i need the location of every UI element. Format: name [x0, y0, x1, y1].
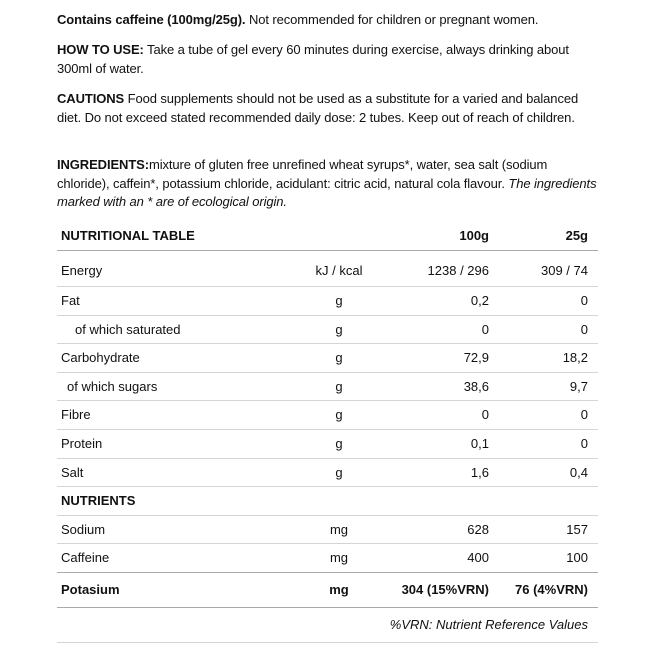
- row-name: Carbohydrate: [61, 350, 140, 366]
- ingredients-note: The ingredients marked with an * are of ecological origin.: [57, 175, 597, 209]
- row-value-25g: 100: [566, 550, 588, 566]
- ingredients-text: mixture of gluten free unrefined wheat syrups*, water, sea salt (sodium chloride), caffein*, potassium chloride, acidulant: citric acid, natural cola flavour.: [57, 157, 548, 191]
- table-row: [57, 344, 598, 373]
- row-name: Salt: [61, 464, 84, 480]
- row-name: Potasium: [61, 581, 120, 597]
- row-name: Fat: [61, 293, 80, 308]
- row-value-25g: 0,4: [569, 464, 588, 480]
- row-value-25g: 0: [580, 407, 588, 423]
- table-row: [57, 251, 598, 287]
- row-value-25g: 309 / 74: [541, 263, 588, 278]
- table-row: [57, 459, 598, 488]
- row-value-100g: 0,2: [470, 293, 489, 308]
- table-row: [57, 430, 598, 459]
- row-value-100g: 0: [481, 321, 489, 337]
- column-header-25g: 25g: [565, 228, 588, 243]
- row-name: of which sugars: [67, 378, 158, 394]
- vrn-footnote: %VRN: Nutrient Reference Values: [389, 616, 588, 632]
- table-footnote-row: [57, 608, 598, 643]
- row-unit: g: [335, 321, 343, 337]
- row-unit: g: [335, 464, 343, 480]
- row-unit: mg: [329, 550, 349, 566]
- row-value-25g: 18,2: [562, 350, 588, 366]
- row-value-100g: 0: [481, 407, 489, 423]
- table-row: [57, 516, 598, 545]
- how-to-use: [57, 41, 597, 78]
- row-value-25g: 157: [566, 521, 588, 537]
- row-unit: kJ / kcal: [315, 263, 363, 278]
- caffeine-note: [57, 11, 597, 30]
- table-row: [57, 373, 598, 402]
- row-value-25g: 0: [580, 435, 588, 451]
- ingredients-label: INGREDIENTS:: [57, 157, 149, 172]
- cautions: [57, 90, 597, 127]
- row-unit: mg: [329, 521, 349, 537]
- row-value-25g: 0: [580, 321, 588, 337]
- row-value-100g: 400: [467, 550, 489, 566]
- row-name: of which saturated: [75, 321, 181, 337]
- row-name: Energy: [61, 263, 103, 278]
- table-row: [57, 401, 598, 430]
- nutrients-section-header: [57, 487, 598, 516]
- caffeine-note-text: Not recommended for children or pregnant women.: [245, 12, 539, 27]
- table-title: NUTRITIONAL TABLE: [61, 228, 195, 243]
- row-value-100g: 1,6: [470, 464, 489, 480]
- row-value-100g: 38,6: [463, 378, 489, 394]
- row-unit: g: [335, 435, 343, 451]
- row-name: Fibre: [61, 407, 91, 423]
- column-header-100g: 100g: [459, 228, 489, 243]
- table-header: [57, 222, 598, 251]
- row-unit: g: [335, 378, 343, 394]
- how-to-use-text: Take a tube of gel every 60 minutes during exercise, always drinking about 300ml of water.: [57, 42, 569, 76]
- table-row: [57, 287, 598, 316]
- row-name: Sodium: [61, 521, 106, 537]
- row-value-100g: 628: [467, 521, 489, 537]
- cautions-text: Food supplements should not be used as a substitute for a varied and balanced diet. Do not exceed stated recommended daily dose: 2 tubes. Keep out of reach of children.: [57, 91, 579, 125]
- row-value-25g: 0: [580, 293, 588, 308]
- row-unit: g: [335, 407, 343, 423]
- row-value-100g: 72,9: [463, 350, 489, 366]
- row-value-100g: 1238 / 296: [427, 263, 489, 278]
- nutritional-table: [57, 222, 598, 643]
- row-value-25g: 9,7: [569, 378, 588, 394]
- row-value-100g: 0,1: [470, 435, 489, 451]
- row-unit: g: [335, 293, 343, 308]
- caffeine-note-label: Contains caffeine (100mg/25g).: [57, 12, 246, 27]
- row-value-100g: 304 (15%VRN): [401, 581, 489, 597]
- row-name: Caffeine: [61, 550, 110, 566]
- cautions-label: CAUTIONS: [57, 91, 125, 106]
- row-unit: g: [335, 350, 343, 366]
- row-value-25g: 76 (4%VRN): [515, 581, 588, 597]
- ingredients: [57, 156, 597, 212]
- potassium-row: [57, 572, 598, 608]
- row-name: Protein: [61, 435, 103, 451]
- table-row: [57, 316, 598, 345]
- table-row: [57, 544, 598, 572]
- row-unit: mg: [329, 581, 349, 597]
- how-to-use-label: HOW TO USE:: [57, 42, 144, 57]
- nutrients-label: NUTRIENTS: [61, 493, 136, 509]
